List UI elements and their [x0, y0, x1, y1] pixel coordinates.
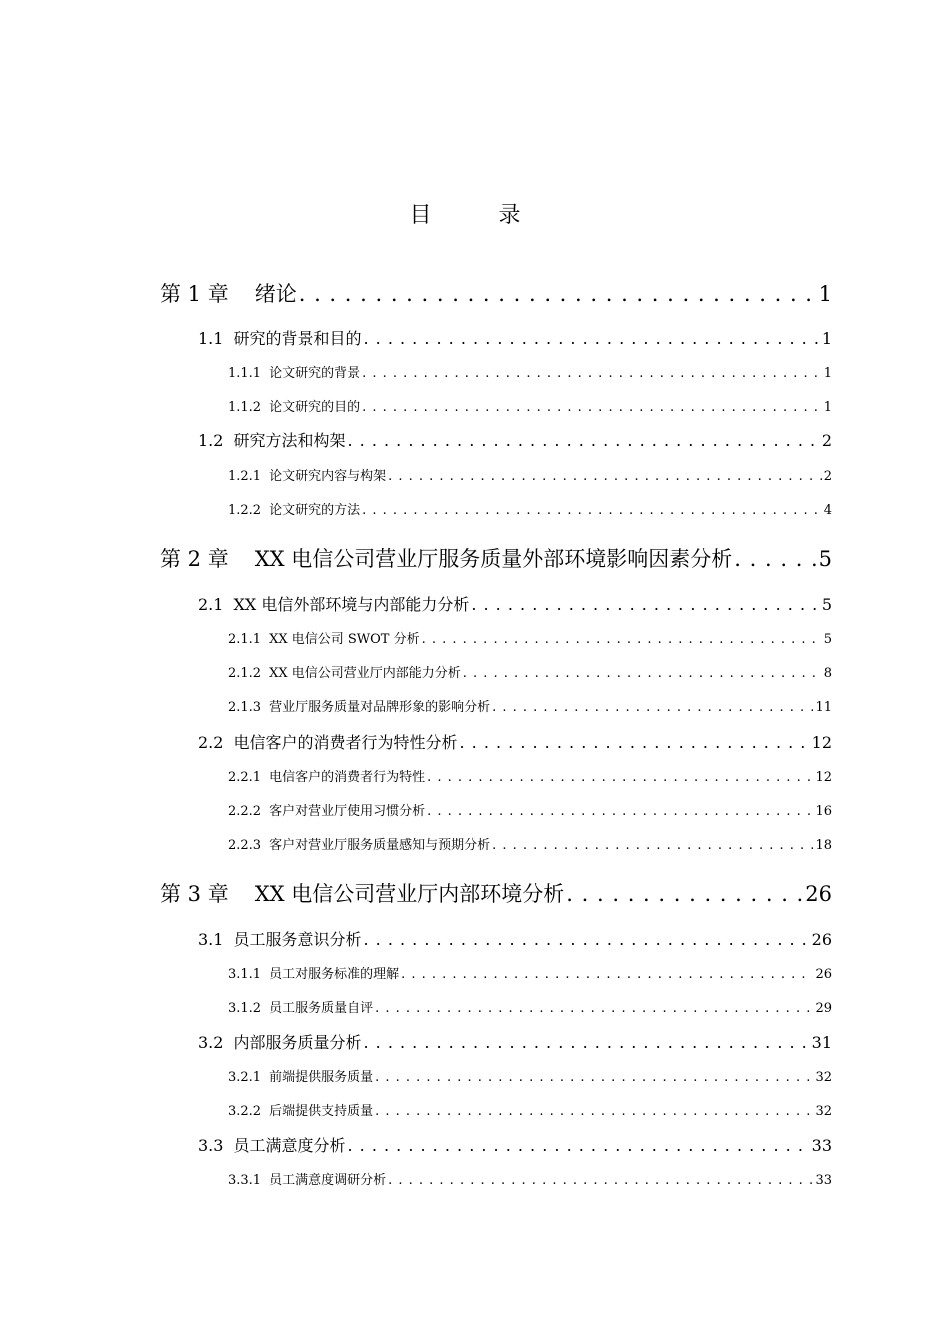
toc-entry-number: 2.2.2: [228, 804, 262, 819]
toc-entry[interactable]: [228, 963, 832, 982]
toc-title: 目 录: [409, 203, 551, 228]
toc-entry-title: 论文研究内容与构架: [269, 469, 387, 484]
toc-entry-number: 3.3: [198, 1136, 224, 1155]
toc-dot-leader: [375, 1001, 813, 1016]
toc-entry-number: 1.1.1: [228, 366, 262, 381]
toc-dot-leader: [459, 733, 809, 752]
toc-entry-number: 第 3 章: [160, 882, 229, 906]
toc-entry[interactable]: [198, 326, 832, 349]
toc-entry-page: 12: [811, 733, 832, 752]
toc-entry[interactable]: [198, 730, 832, 753]
toc-entry-page: 11: [815, 700, 832, 715]
toc-entry-number: 3.2: [198, 1033, 224, 1052]
toc-entry-title: XX 电信外部环境与内部能力分析: [233, 595, 470, 614]
toc-entry-page: 2: [823, 469, 832, 484]
toc-dot-leader: [375, 1070, 813, 1085]
toc-entry-title: XX 电信公司营业厅内部能力分析: [269, 666, 461, 681]
toc-entry-page: 1: [821, 329, 832, 348]
toc-entry-page: 12: [815, 770, 832, 785]
toc-entry-page: 8: [823, 666, 832, 681]
toc-entry[interactable]: [228, 362, 832, 381]
toc-dot-leader: [347, 1136, 809, 1155]
toc-dot-leader: [362, 503, 822, 518]
toc-entry-page: 26: [805, 882, 832, 906]
toc-entry[interactable]: [198, 592, 832, 615]
toc-dot-leader: [734, 547, 816, 571]
toc-entry[interactable]: [198, 1133, 832, 1156]
toc-entry[interactable]: [228, 1100, 832, 1119]
toc-dot-leader: [362, 366, 822, 381]
toc-entry[interactable]: [228, 662, 832, 681]
toc-entry-page: 32: [815, 1104, 832, 1119]
toc-dot-leader: [363, 930, 809, 949]
toc-entry-page: 5: [823, 632, 832, 647]
toc-entry[interactable]: [228, 834, 832, 853]
toc-entry-title: 营业厅服务质量对品牌形象的影响分析: [269, 700, 491, 715]
toc-entry-title: XX 电信公司 SWOT 分析: [269, 632, 420, 647]
toc-dot-leader: [471, 595, 819, 614]
toc-entry-page: 18: [815, 838, 832, 853]
toc-entry[interactable]: [198, 927, 832, 950]
toc-entry-page: 1: [818, 282, 832, 306]
toc-entry-page: 32: [815, 1070, 832, 1085]
toc-entry-title: XX 电信公司营业厅内部环境分析: [254, 882, 565, 906]
toc-dot-leader: [427, 804, 813, 819]
toc-entry[interactable]: [198, 428, 832, 451]
toc-dot-leader: [566, 882, 803, 906]
toc-entry-title: 客户对营业厅使用习惯分析: [269, 804, 426, 819]
toc-dot-leader: [388, 1173, 813, 1188]
toc-entry-number: 3.1: [198, 930, 224, 949]
toc-entry-number: 1.2.2: [228, 503, 262, 518]
toc-entry-number: 1.2.1: [228, 469, 262, 484]
toc-entry-number: 3.1.2: [228, 1001, 262, 1016]
toc-entry-number: 第 2 章: [160, 547, 229, 571]
toc-entry[interactable]: [228, 396, 832, 415]
toc-entry-number: 2.2: [198, 733, 224, 752]
toc-dot-leader: [401, 967, 813, 982]
toc-entry[interactable]: [228, 766, 832, 785]
toc-entry-page: 33: [811, 1136, 832, 1155]
toc-entry-number: 1.1.2: [228, 400, 262, 415]
toc-entry[interactable]: [228, 1066, 832, 1085]
toc-entry-title: 员工服务质量自评: [269, 1001, 374, 1016]
toc-entry-number: 2.1.1: [228, 632, 262, 647]
toc-entry-number: 1.1: [198, 329, 224, 348]
toc-entry[interactable]: [160, 543, 832, 573]
toc-dot-leader: [492, 838, 813, 853]
toc-entry-number: 3.2.2: [228, 1104, 262, 1119]
toc-entry-title: 论文研究的目的: [269, 400, 361, 415]
toc-entry[interactable]: [160, 878, 832, 908]
toc-entry-title: 员工满意度调研分析: [269, 1173, 387, 1188]
toc-entry-page: 26: [811, 930, 832, 949]
toc-dot-leader: [375, 1104, 813, 1119]
toc-entry-page: 1: [823, 366, 832, 381]
toc-dot-leader: [388, 469, 822, 484]
toc-entry-page: 31: [811, 1033, 832, 1052]
toc-entry[interactable]: [228, 800, 832, 819]
toc-entry[interactable]: [228, 1169, 832, 1188]
toc-entry-number: 第 1 章: [160, 282, 229, 306]
toc-entry-page: 1: [823, 400, 832, 415]
toc-entry-number: 3.1.1: [228, 967, 262, 982]
toc-entry-title: 论文研究的背景: [269, 366, 361, 381]
toc-entry-number: 2.2.1: [228, 770, 262, 785]
toc-entry[interactable]: [228, 696, 832, 715]
toc-dot-leader: [363, 329, 819, 348]
toc-entry-title: 研究方法和构架: [233, 431, 346, 450]
toc-entry-number: 1.2: [198, 431, 224, 450]
toc-dot-leader: [427, 770, 813, 785]
toc-entry[interactable]: [228, 997, 832, 1016]
toc-dot-leader: [362, 400, 822, 415]
toc-dot-leader: [422, 632, 822, 647]
toc-entry-title: 员工服务意识分析: [233, 930, 362, 949]
toc-entry-title: 论文研究的方法: [269, 503, 361, 518]
toc-entry-page: 4: [823, 503, 832, 518]
toc-entry-title: 内部服务质量分析: [233, 1033, 362, 1052]
toc-entry-number: 2.1: [198, 595, 224, 614]
toc-entry-number: 2.1.3: [228, 700, 262, 715]
toc-entry-number: 2.1.2: [228, 666, 262, 681]
toc-dot-leader: [492, 700, 813, 715]
toc-entry-page: 2: [821, 431, 832, 450]
toc-entry-title: 员工对服务标准的理解: [269, 967, 400, 982]
toc-entry-title: 绪论: [254, 282, 297, 306]
toc-entry-title: 前端提供服务质量: [269, 1070, 374, 1085]
toc-entry-page: 29: [815, 1001, 832, 1016]
toc-entry-page: 26: [815, 967, 832, 982]
toc-entry-number: 3.3.1: [228, 1173, 262, 1188]
toc-dot-leader: [363, 1033, 809, 1052]
toc-entry-number: 3.2.1: [228, 1070, 262, 1085]
toc-entry[interactable]: [228, 465, 832, 484]
toc-entry[interactable]: [198, 1030, 832, 1053]
toc-entry-title: 客户对营业厅服务质量感知与预期分析: [269, 838, 491, 853]
toc-entry-title: 电信客户的消费者行为特性分析: [233, 733, 458, 752]
toc-entry[interactable]: [160, 278, 832, 308]
toc-entry-page: 16: [815, 804, 832, 819]
toc-entry-title: 电信客户的消费者行为特性: [269, 770, 426, 785]
toc-dot-leader: [463, 666, 822, 681]
toc-entry-title: 研究的背景和目的: [233, 329, 362, 348]
toc-dot-leader: [347, 431, 819, 450]
toc-entry[interactable]: [228, 499, 832, 518]
toc-entry-number: 2.2.3: [228, 838, 262, 853]
toc-entry-page: 5: [818, 547, 832, 571]
toc-entry-title: XX 电信公司营业厅服务质量外部环境影响因素分析: [254, 547, 733, 571]
toc-entry-title: 后端提供支持质量: [269, 1104, 374, 1119]
toc-entry[interactable]: [228, 628, 832, 647]
toc-entry-title: 员工满意度分析: [233, 1136, 346, 1155]
toc-dot-leader: [299, 282, 817, 306]
toc-entry-page: 5: [821, 595, 832, 614]
toc-entry-page: 33: [815, 1173, 832, 1188]
